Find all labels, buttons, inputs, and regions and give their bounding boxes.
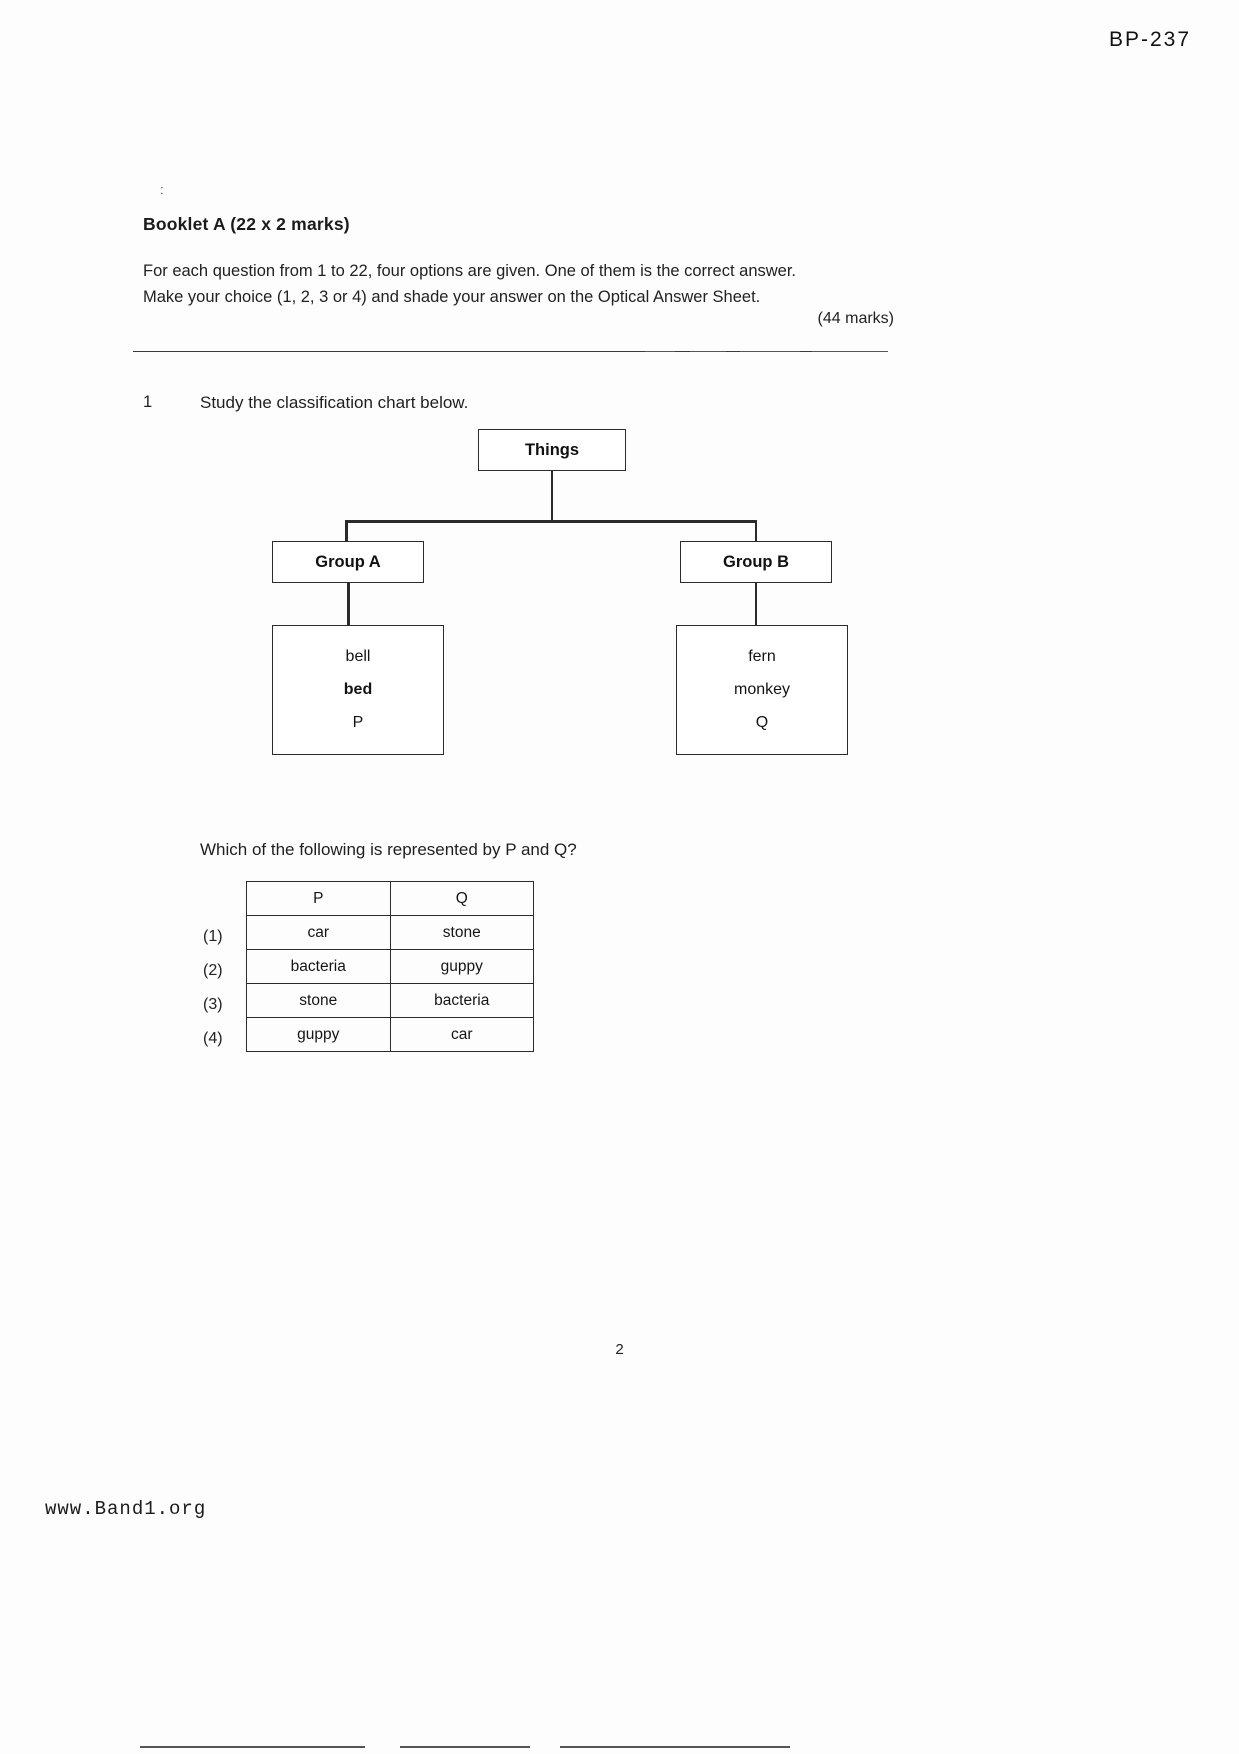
- connector-to-group-a: [345, 520, 348, 543]
- instruction-line-1: For each question from 1 to 22, four options are given. One of them is the correct answer.: [143, 262, 797, 280]
- connector-group-a-to-items: [347, 583, 350, 627]
- connector-horizontal: [346, 520, 756, 523]
- scan-artifact-3: [560, 1746, 790, 1748]
- column-header-p: P: [247, 882, 391, 916]
- chart-items-group-b: [676, 625, 848, 755]
- cell-q-1: stone: [390, 916, 534, 950]
- cell-p-4: guppy: [247, 1018, 391, 1052]
- question-number: 1: [143, 393, 153, 411]
- page-number: 2: [615, 1341, 624, 1358]
- chart-node-group-a: Group A: [272, 541, 424, 583]
- stray-mark: :: [160, 182, 164, 197]
- cell-q-3: bacteria: [390, 984, 534, 1018]
- option-number-list: [203, 920, 243, 1056]
- table-row: [247, 1018, 534, 1052]
- document-code: BP-237: [1108, 28, 1191, 51]
- column-header-q: Q: [390, 882, 534, 916]
- rule-segment-c: [740, 351, 800, 352]
- table-row: [247, 984, 534, 1018]
- instruction-line-2: Make your choice (1, 2, 3 or 4) and shade your answer on the Optical Answer Sheet.: [143, 288, 761, 306]
- connector-group-b-to-items: [755, 583, 757, 627]
- booklet-instructions: [143, 258, 888, 310]
- cell-p-2: bacteria: [247, 950, 391, 984]
- chart-node-group-b: Group B: [680, 541, 832, 583]
- booklet-title: Booklet A (22 x 2 marks): [143, 214, 350, 234]
- question-follow-up: Which of the following is represented by P and Q?: [200, 840, 577, 859]
- option-label-3: (3): [203, 996, 223, 1013]
- cell-q-2: guppy: [390, 950, 534, 984]
- group-b-item-1: fern: [748, 648, 776, 665]
- group-b-item-2: monkey: [733, 681, 791, 698]
- option-label-1: (1): [203, 928, 223, 945]
- group-a-item-2: bed: [343, 681, 373, 698]
- group-b-item-3: Q: [755, 714, 769, 731]
- option-label-4: (4): [203, 1030, 223, 1047]
- cell-p-3: stone: [247, 984, 391, 1018]
- scan-artifact-2: [400, 1746, 530, 1748]
- total-marks: (44 marks): [817, 310, 894, 327]
- rule-segment-a: [645, 351, 675, 352]
- option-label-2: (2): [203, 962, 223, 979]
- connector-to-group-b: [755, 520, 757, 543]
- group-a-item-1: bell: [345, 648, 371, 665]
- chart-node-root: Things: [478, 429, 626, 471]
- rule-segment-b: [690, 351, 726, 352]
- source-watermark: www.Band1.org: [45, 1498, 207, 1520]
- table-row: [247, 916, 534, 950]
- options-table: [246, 881, 534, 1052]
- cell-q-4: car: [390, 1018, 534, 1052]
- connector-root-vertical: [551, 471, 553, 521]
- cell-p-1: car: [247, 916, 391, 950]
- table-header-row: [247, 882, 534, 916]
- question-stem: Study the classification chart below.: [200, 393, 469, 412]
- group-a-item-3: P: [352, 714, 364, 731]
- table-row: [247, 950, 534, 984]
- rule-segment-d: [812, 351, 888, 352]
- classification-chart: [260, 425, 860, 765]
- chart-items-group-a: [272, 625, 444, 755]
- scan-artifact-1: [140, 1746, 365, 1748]
